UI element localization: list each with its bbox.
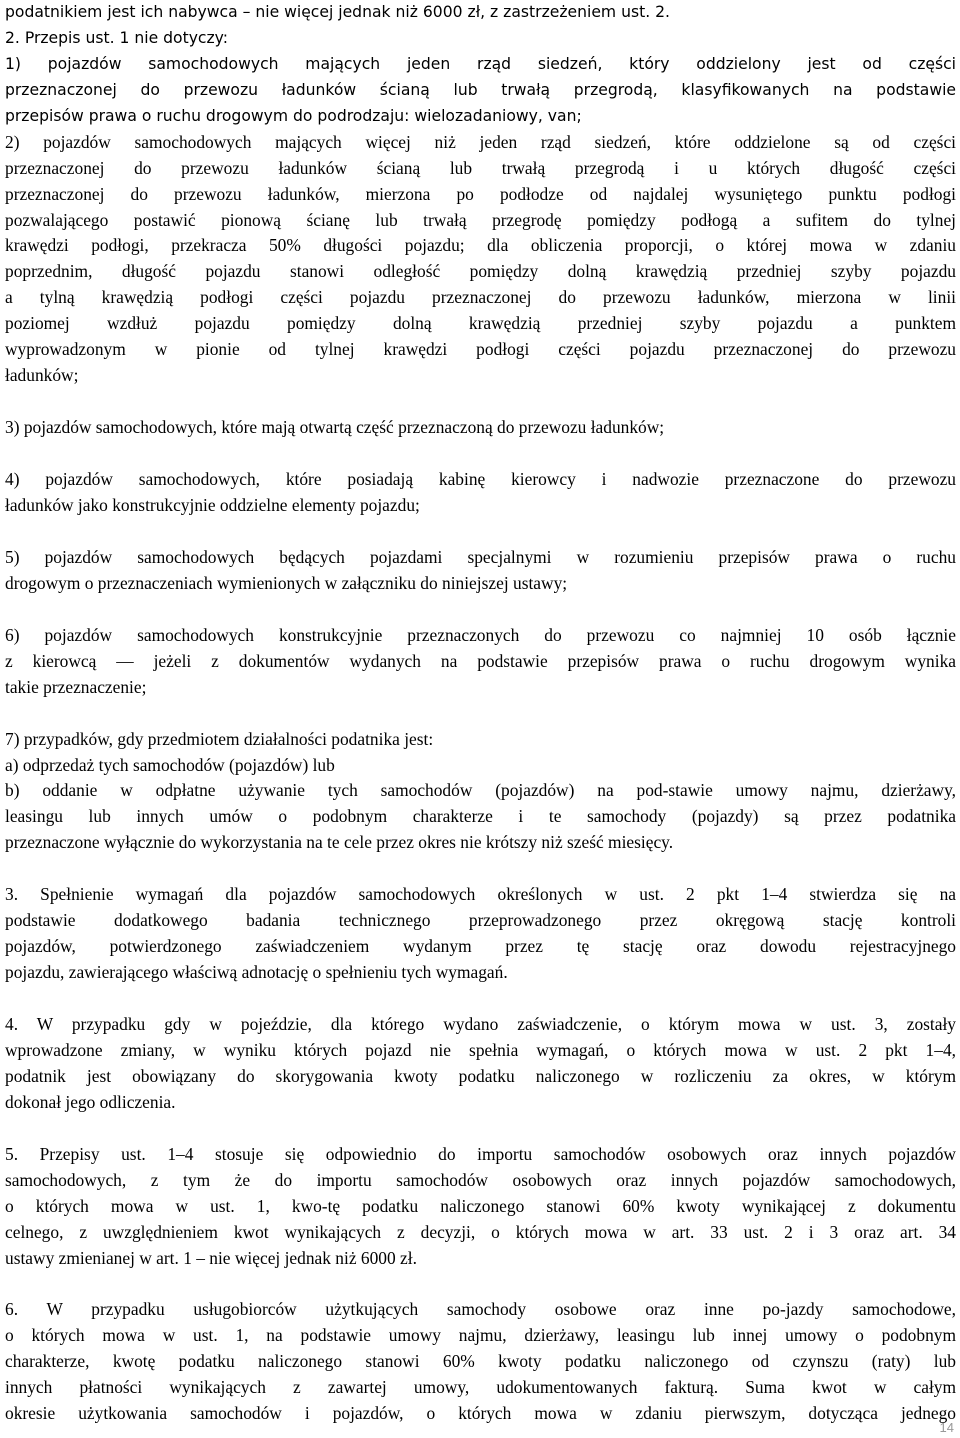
text-line: takie przeznaczenie; [5,676,147,697]
text-line: okresie użytkowania samochodów i pojazdów, o których mowa w zdaniu pierwszym, dotycząca jednego [5,1403,956,1424]
text-line: drogowym o przeznaczeniach wymienionych w załączniku do niniejszej ustawy; [5,572,568,593]
paragraph-gap [5,597,956,623]
text-line: wyprowadzonym w pionie od tylnej krawędzi podłogi części pojazdu przeznaczonej do przewozu [5,339,956,360]
text-line: przepisów prawa o ruchu drogowym do podrodzaju: wielozadaniowy, van; [5,106,582,125]
text-line: 6. W przypadku usługobiorców użytkujących samochody osobowe oraz inne po-jazdy samochodowe, [5,1299,956,1320]
paragraph [5,0,956,389]
paragraph-gap [5,1271,956,1297]
text-line: 4. W przypadku gdy w pojeździe, dla którego wydano zaświadczenie, o którym mowa w ust. 3, zostały [5,1014,956,1034]
text-line: celnego, z uwzględnieniem kwot wynikających z decyzji, o których mowa w art. 33 ust. 2 i 3 oraz art. 34 [5,1221,956,1242]
paragraph-gap [5,441,956,467]
text-line: poziomej wzdłuż pojazdu pomiędzy dolną krawędzią przedniej szyby pojazdu a punktem [5,313,956,334]
paragraph [5,882,956,986]
paragraph-gap [5,856,956,882]
text-line: poprzednim, długość pojazdu stanowi odległość pomiędzy dolną krawędzią przedniej szyby pojazdu [5,261,956,282]
document-body [5,0,956,1427]
text-line: a tylną krawędzią podłogi części pojazdu przeznaczonej do przewozu ładunków, mierzona w linii [5,287,956,308]
text-line: ładunków jako konstrukcyjnie oddzielne elementy pojazdu; [5,494,420,515]
text-line: 2) pojazdów samochodowych mających więcej niż jeden rząd siedzeń, które oddzielone są od części [5,131,956,152]
text-line: a) odprzedaż tych samochodów (pojazdów) lub [5,754,335,775]
text-line: b) oddanie w odpłatne używanie tych samochodów (pojazdów) na pod-stawie umowy najmu, dzierżawy, [5,780,956,801]
paragraph [5,623,956,701]
text-line: z kierowcą — jeżeli z dokumentów wydanych na podstawie przepisów prawa o ruchu drogowym wynika [5,650,956,671]
paragraph-gap [5,1116,956,1142]
text-line: 3) pojazdów samochodowych, które mają otwartą część przeznaczoną do przewozu ładunków; [5,417,665,438]
text-line: ustawy zmienianej w art. 1 – nie więcej jednak niż 6000 zł. [5,1247,417,1268]
text-line: o których mowa w ust. 1, na podstawie umowy najmu, dzierżawy, leasingu lub innej umowy o podobnym [5,1325,956,1346]
text-line: 4) pojazdów samochodowych, które posiadają kabinę kierowcy i nadwozie przeznaczone do przewozu [5,469,956,489]
paragraph-gap [5,519,956,545]
paragraph-gap [5,986,956,1012]
text-line: podatnik jest obowiązany do skorygowania kwoty podatku naliczonego w rozliczeniu za okres, w którym [5,1065,956,1086]
text-line: o których mowa w ust. 1, kwo-tę podatku naliczonego stanowi 60% kwoty wynikającej z dokumentu [5,1195,956,1216]
text-line: leasingu lub innych umów o podobnym charakterze i te samochody (pojazdy) są przez podatnika [5,806,956,827]
text-line: przeznaczonej do przewozu ładunków, mierzona po podłodze od najdalej wysuniętego punktu podłogi [5,183,956,204]
paragraph [5,1297,956,1427]
paragraph [5,545,956,597]
paragraph [5,467,956,519]
paragraph [5,1142,956,1272]
text-line: 7) przypadków, gdy przedmiotem działalności podatnika jest: [5,728,434,749]
text-line: 5. Przepisy ust. 1–4 stosuje się odpowiednio do importu samochodów osobowych oraz innych pojazdów [5,1143,956,1164]
text-line: krawędzi podłogi, przekracza 50% długości pojazdu; dla obliczenia proporcji, o której mowa w zdaniu [5,235,956,256]
text-line: przeznaczone wyłącznie do wykorzystania na te cele przez okres nie krótszy niż sześć miesięcy. [5,832,674,853]
page-number: 14 [939,1420,954,1435]
paragraph-gap [5,701,956,727]
paragraph [5,415,956,441]
paragraph [5,727,956,857]
text-line: 1) pojazdów samochodowych mających jeden rząd siedzeń, który oddzielony jest od części [5,54,956,73]
text-line: 6) pojazdów samochodowych konstrukcyjnie przeznaczonych do przewozu co najmniej 10 osób łącznie [5,624,956,645]
text-line: przeznaczonej do przewozu ładunków ścianą lub trwałą przegrodą, klasyfikowanych na podstawie [5,80,956,99]
text-line: przeznaczonej do przewozu ładunków ścianą lub trwałą przegrodą i u których długość części [5,157,956,178]
text-line: podatnikiem jest ich nabywca – nie więcej jednak niż 6000 zł, z zastrzeżeniem ust. 2. [5,3,670,21]
text-line: charakterze, kwotę podatku naliczonego stanowi 60% kwoty podatku naliczonego od czynszu (raty) lub [5,1351,956,1372]
text-line: 2. Przepis ust. 1 nie dotyczy: [5,28,229,47]
text-line: samochodowych, z tym że do importu samochodów osobowych oraz innych pojazdów samochodowych, [5,1169,956,1190]
text-line: wprowadzone zmiany, w wyniku których pojazd nie spełnia wymagań, o których mowa w ust. 2 pkt 1–4, [5,1039,956,1060]
text-line: 5) pojazdów samochodowych będących pojazdami specjalnymi w rozumieniu przepisów prawa o ruchu [5,546,956,567]
text-line: podstawie dodatkowego badania technicznego przeprowadzonego przez okręgową stację kontroli [5,910,956,931]
text-line: innych płatności wynikających z zawartej umowy, udokumentowanych fakturą. Suma kwot w całym [5,1377,956,1398]
text-line: 3. Spełnienie wymagań dla pojazdów samochodowych określonych w ust. 2 pkt 1–4 stwierdza się na [5,884,956,905]
text-line: dokonał jego odliczenia. [5,1091,176,1112]
text-line: ładunków; [5,365,79,386]
text-line: pojazdów, potwierdzonego zaświadczeniem wydanym przez tę stację oraz dowodu rejestracyjnego [5,936,956,957]
text-line: pojazdu, zawierającego właściwą adnotację o spełnieniu tych wymagań. [5,962,508,983]
text-line: pozwalającego postawić pionową ścianę lub trwałą przegrodę pomiędzy podłogą a sufitem do tylnej [5,209,956,230]
paragraph-gap [5,389,956,415]
paragraph [5,1012,956,1116]
